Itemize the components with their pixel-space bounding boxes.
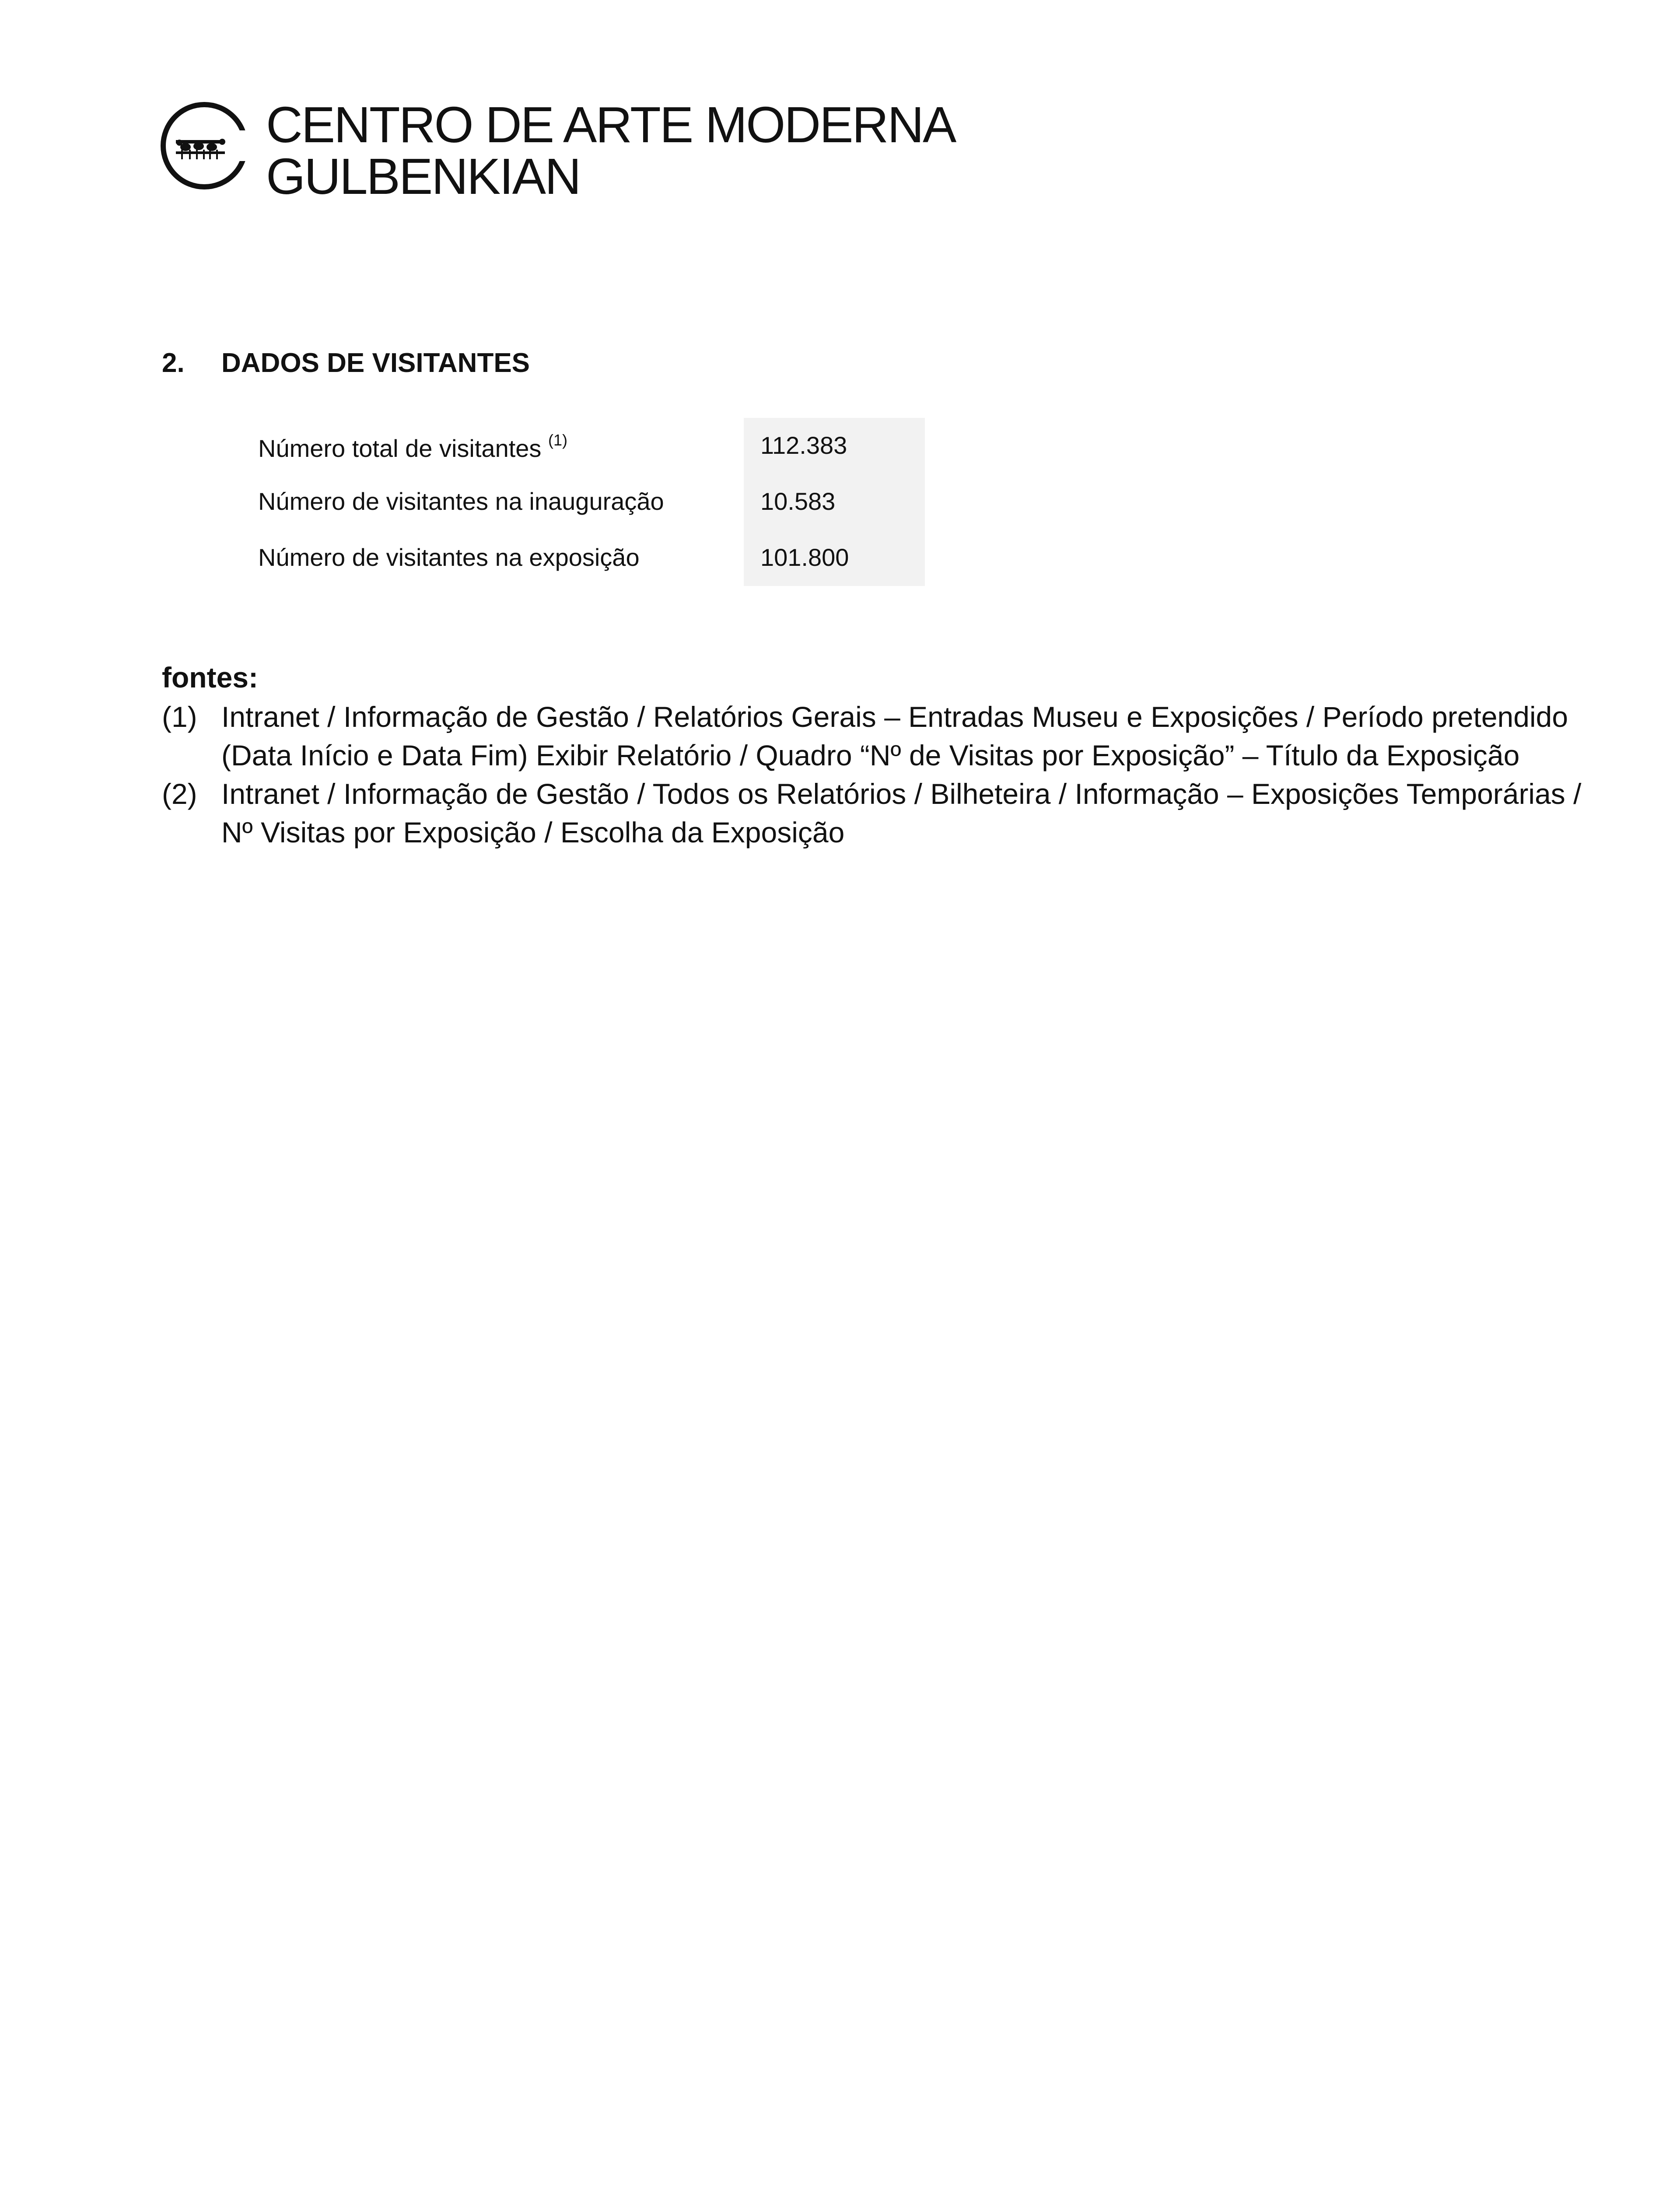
logo-line-2: GULBENKIAN <box>266 148 580 205</box>
row-value: 112.383 <box>760 431 847 459</box>
row-label: Número de visitantes na exposição <box>258 543 640 571</box>
list-item <box>162 698 1584 775</box>
gulbenkian-logo-icon <box>158 100 250 192</box>
value-cell <box>744 530 925 586</box>
list-item <box>162 775 1584 852</box>
source-text: Intranet / Informação de Gestão / Relatórios Gerais – Entradas Museu e Exposições / Período pretendido (Data Início e Data Fim) Exibir Relatório / Quadro “Nº de Visitas por Exposição” – Título da Exposição <box>221 701 1568 771</box>
footnote-marker: (1) <box>548 431 567 449</box>
logo-line-1: CENTRO DE ARTE MODERNA <box>266 96 956 153</box>
source-marker: (1) <box>162 701 197 733</box>
row-label: Número de visitantes na inauguração <box>258 487 664 515</box>
sources-list <box>162 698 1584 852</box>
source-text: Intranet / Informação de Gestão / Todos os Relatórios / Bilheteira / Informação – Exposições Temporárias / Nº Visitas por Exposição / Escolha da Exposição <box>221 778 1582 849</box>
section-heading <box>162 347 530 379</box>
section-number: 2. <box>162 348 185 378</box>
row-value: 10.583 <box>760 487 836 515</box>
row-label: Número total de visitantes $^{(1)}$ <box>258 431 567 462</box>
source-marker: (2) <box>162 778 197 810</box>
row-value: 101.800 <box>760 543 849 571</box>
value-cell <box>744 418 925 474</box>
section-title: DADOS DE VISITANTES <box>221 348 530 378</box>
sources-heading: fontes: <box>162 661 258 694</box>
value-cell <box>744 474 925 530</box>
logo-wordmark <box>266 96 956 205</box>
